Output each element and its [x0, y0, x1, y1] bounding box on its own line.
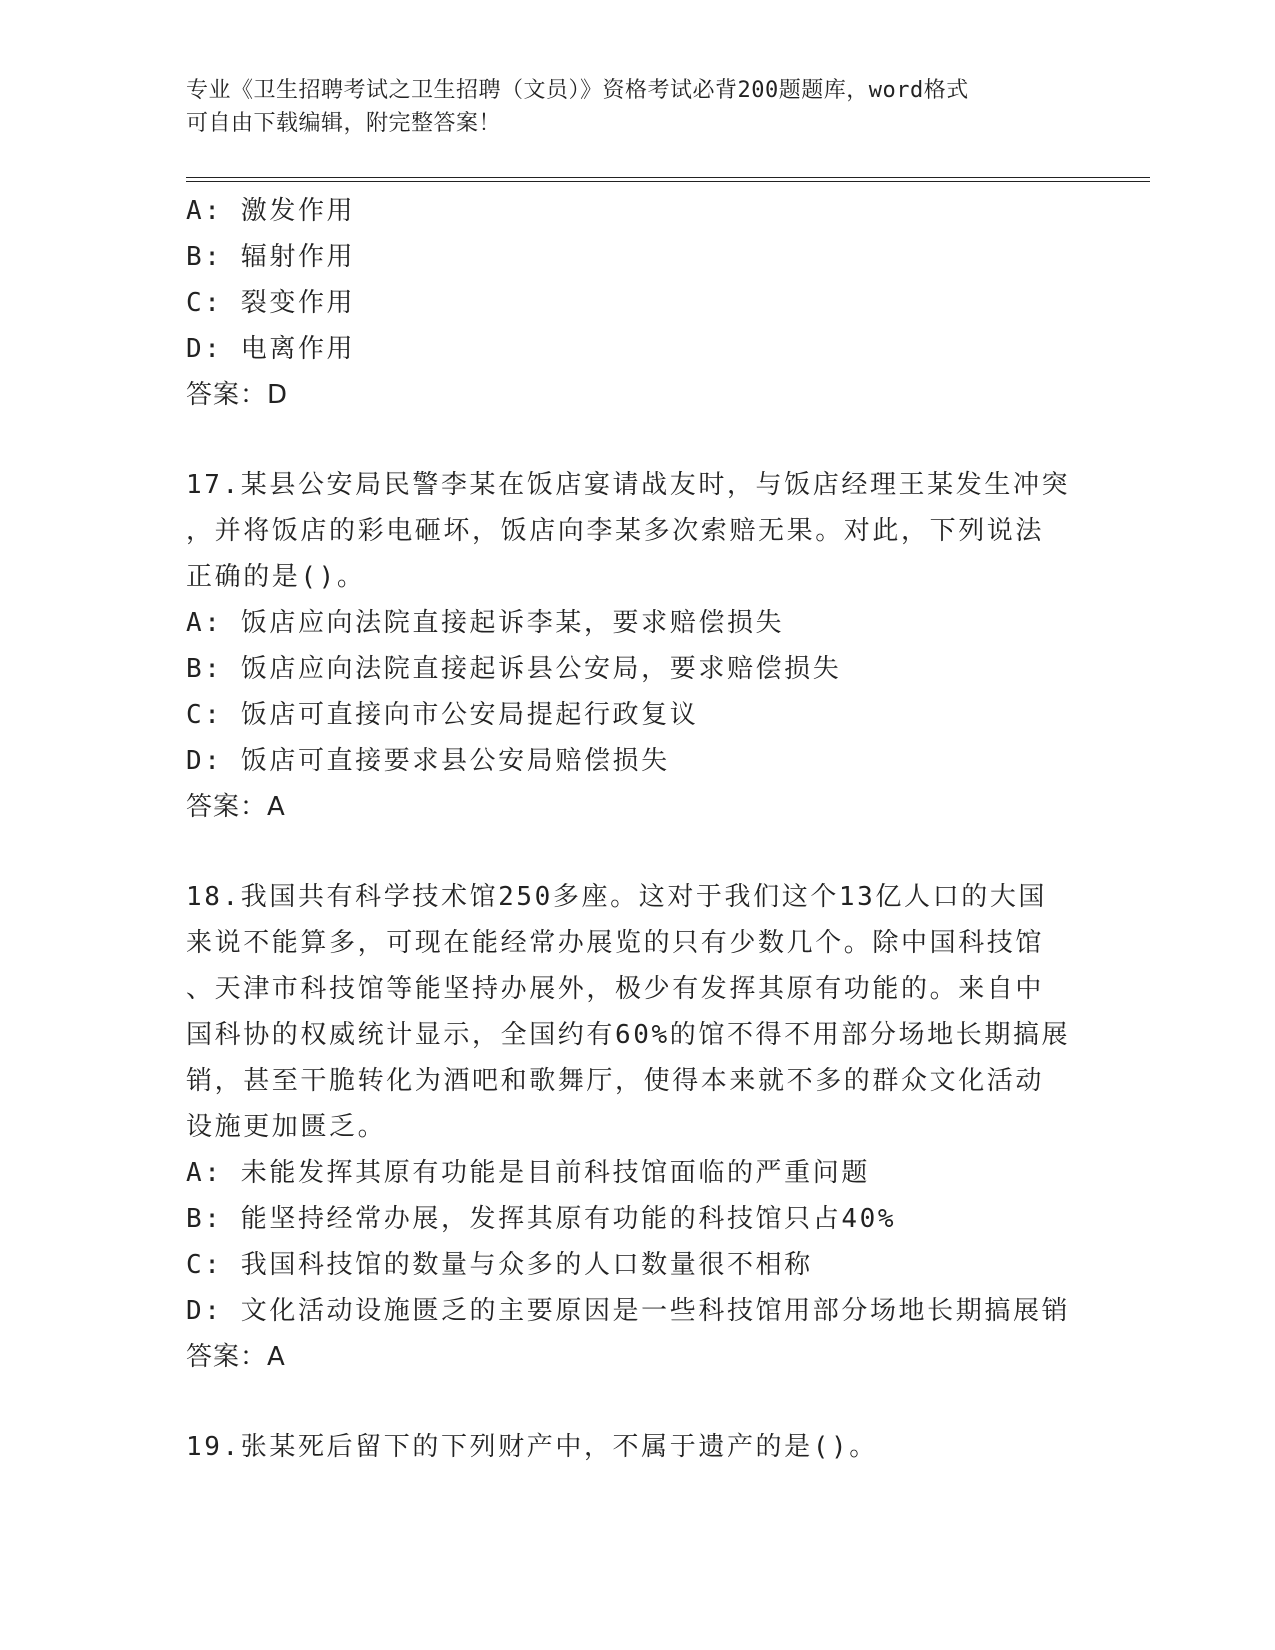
question-stem-line: 、天津市科技馆等能坚持办展外，极少有发挥其原有功能的。来自中	[186, 974, 1045, 1004]
option-d: D: 文化活动设施匮乏的主要原因是一些科技馆用部分场地长期搞展销	[186, 1296, 1071, 1326]
option-a: A: 激发作用	[186, 196, 356, 226]
question-stem-line: 国科协的权威统计显示，全国约有60%的馆不得不用部分场地长期搞展	[186, 1020, 1071, 1050]
question-19	[186, 1424, 1086, 1470]
question-spacer	[186, 418, 1086, 462]
question-stem-line: 设施更加匮乏。	[186, 1112, 387, 1142]
question-stem-line: 销，甚至干脆转化为酒吧和歌舞厅，使得本来就不多的群众文化活动	[186, 1066, 1045, 1096]
header-divider-bottom	[186, 181, 1150, 182]
question-stem-line: 19.张某死后留下的下列财产中，不属于遗产的是()。	[186, 1432, 878, 1462]
question-stem-line: 17.某县公安局民警李某在饭店宴请战友时，与饭店经理王某发生冲突	[186, 470, 1071, 500]
question-stem-line: 来说不能算多，可现在能经常办展览的只有少数几个。除中国科技馆	[186, 928, 1045, 958]
question-16	[186, 188, 1086, 418]
option-a: A: 未能发挥其原有功能是目前科技馆面临的严重问题	[186, 1158, 870, 1188]
option-b: B: 辐射作用	[186, 242, 356, 272]
question-stem-line: 18.我国共有科学技术馆250多座。这对于我们这个13亿人口的大国	[186, 882, 1048, 912]
option-d: D: 电离作用	[186, 334, 356, 364]
question-18	[186, 874, 1086, 1380]
question-stem-line: 正确的是()。	[186, 562, 366, 592]
option-b: B: 能坚持经常办展，发挥其原有功能的科技馆只占40%	[186, 1204, 897, 1234]
answer-line: 答案：A	[186, 1342, 286, 1372]
question-spacer	[186, 830, 1086, 874]
answer-line: 答案：D	[186, 380, 289, 410]
answer-line: 答案：A	[186, 792, 286, 822]
option-d: D: 饭店可直接要求县公安局赔偿损失	[186, 746, 670, 776]
option-c: C: 饭店可直接向市公安局提起行政复议	[186, 700, 699, 730]
question-17	[186, 462, 1086, 830]
header-title-line-2: 可自由下载编辑，附完整答案！	[186, 111, 502, 136]
question-stem-line: ，并将饭店的彩电砸坏，饭店向李某多次索赔无果。对此，下列说法	[186, 516, 1045, 546]
header-divider-top	[186, 177, 1150, 178]
header-title-line-1: 专业《卫生招聘考试之卫生招聘（文员）》资格考试必背200题题库，word格式	[186, 78, 969, 103]
option-b: B: 饭店应向法院直接起诉县公安局，要求赔偿损失	[186, 654, 842, 684]
document-body	[186, 188, 1086, 1470]
option-c: C: 裂变作用	[186, 288, 356, 318]
option-c: C: 我国科技馆的数量与众多的人口数量很不相称	[186, 1250, 813, 1280]
option-a: A: 饭店应向法院直接起诉李某，要求赔偿损失	[186, 608, 785, 638]
question-spacer	[186, 1380, 1086, 1424]
document-header	[186, 74, 1066, 140]
